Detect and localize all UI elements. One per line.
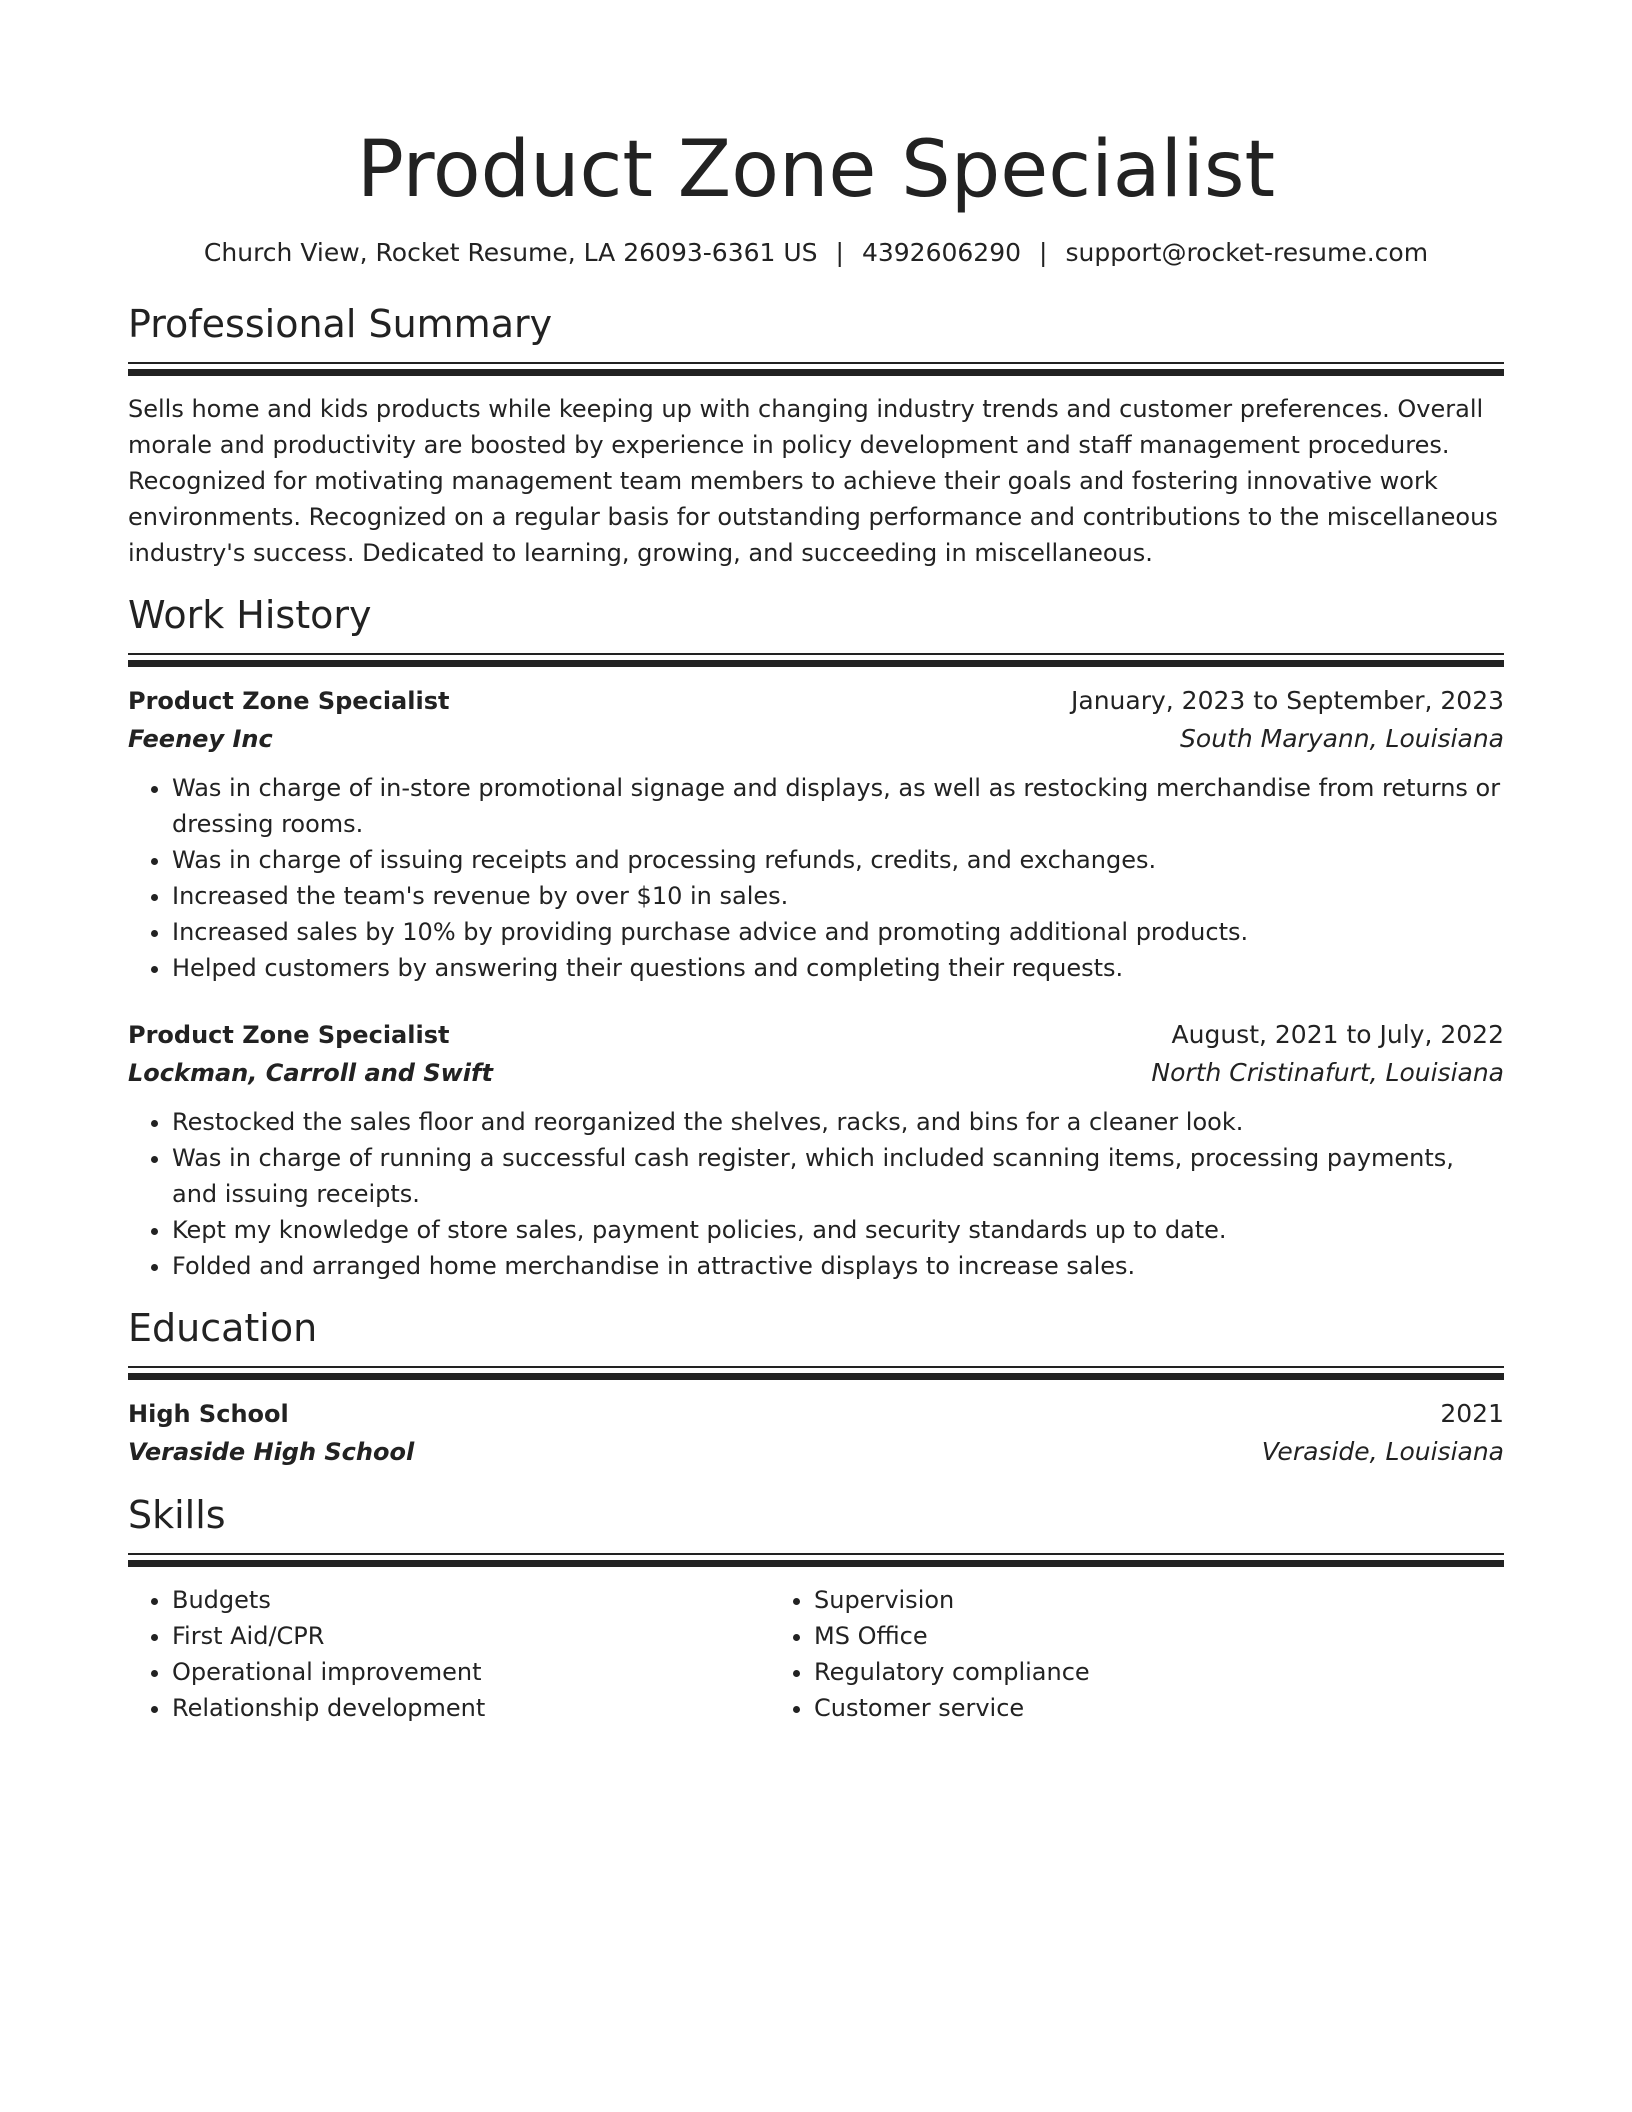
- contact-address: Church View, Rocket Resume, LA 26093-6361 US: [203, 238, 818, 267]
- job-company-row: [128, 720, 1504, 758]
- job-location: South Maryann, Louisiana: [1180, 724, 1504, 753]
- list-item: • Folded and arranged home merchandise in attractive displays to increase sales.: [172, 1248, 1504, 1284]
- section-divider: [128, 362, 1504, 377]
- section-title: Education: [128, 1306, 318, 1350]
- education-location: Veraside, Louisiana: [1261, 1437, 1504, 1466]
- contact-separator: |: [1039, 238, 1048, 267]
- job-role: Product Zone Specialist: [128, 1021, 450, 1049]
- list-item: • First Aid/CPR: [172, 1618, 764, 1654]
- section-title: Skills: [128, 1493, 226, 1537]
- education-school-row: [128, 1433, 1504, 1471]
- skills-section: [128, 1491, 1504, 1726]
- contact-line: [128, 236, 1504, 270]
- job-dates: January, 2023 to September, 2023: [1071, 686, 1504, 715]
- list-item: • Was in charge of issuing receipts and processing refunds, credits, and exchanges.: [172, 842, 1504, 878]
- skills-list-right: [764, 1582, 1400, 1726]
- contact-email: support@rocket-resume.com: [1065, 238, 1429, 267]
- education-header-row: [128, 1395, 1504, 1433]
- work-history-section: [128, 591, 1504, 1284]
- section-title: Professional Summary: [128, 302, 553, 346]
- job-role: Product Zone Specialist: [128, 687, 450, 715]
- job-bullets: [128, 770, 1504, 986]
- list-item: • Was in charge of in-store promotional signage and displays, as well as restocking merchandise from returns or dressing rooms.: [172, 770, 1504, 842]
- contact-phone: 4392606290: [861, 238, 1022, 267]
- list-item: • Budgets: [172, 1582, 764, 1618]
- section-divider: [128, 1366, 1504, 1381]
- list-item: • Increased the team's revenue by over $10 in sales.: [172, 878, 1504, 914]
- job-dates: August, 2021 to July, 2022: [1171, 1020, 1504, 1049]
- summary-section: [128, 300, 1504, 571]
- section-divider: [128, 1553, 1504, 1568]
- summary-text: Sells home and kids products while keeping up with changing industry trends and customer preferences. Overall morale and productivity are boosted by experience in policy development and staff management procedures. Recognized for motivating management team members to achieve their goals and fostering innovative work environments. Recognized on a regular basis for outstanding performance and contributions to the miscellaneous industry's success. Dedicated to learning, growing, and succeeding in miscellaneous.: [128, 395, 1498, 567]
- list-item: • Was in charge of running a successful cash register, which included scanning items, processing payments, and issuing receipts.: [172, 1140, 1504, 1212]
- job-location: North Cristinafurt, Louisiana: [1151, 1058, 1504, 1087]
- job-entry: [128, 682, 1504, 986]
- education-year: 2021: [1440, 1399, 1504, 1428]
- list-item: • Regulatory compliance: [814, 1654, 1400, 1690]
- job-entry: [128, 1016, 1504, 1284]
- list-item: • Kept my knowledge of store sales, payment policies, and security standards up to date.: [172, 1212, 1504, 1248]
- education-entry: [128, 1395, 1504, 1471]
- education-section: [128, 1304, 1504, 1471]
- job-company-row: [128, 1054, 1504, 1092]
- contact-separator: |: [835, 238, 844, 267]
- education-school: Veraside High School: [128, 1438, 415, 1466]
- job-header-row: [128, 682, 1504, 720]
- job-header-row: [128, 1016, 1504, 1054]
- list-item: • Relationship development: [172, 1690, 764, 1726]
- skills-list-left: [128, 1582, 764, 1726]
- resume-name: Product Zone Specialist: [356, 125, 1276, 215]
- education-degree: High School: [128, 1400, 289, 1428]
- job-company: Feeney Inc: [128, 725, 273, 753]
- list-item: • Restocked the sales floor and reorganized the shelves, racks, and bins for a cleaner look.: [172, 1104, 1504, 1140]
- section-divider: [128, 653, 1504, 668]
- list-item: • Supervision: [814, 1582, 1400, 1618]
- list-item: • Helped customers by answering their questions and completing their requests.: [172, 950, 1504, 986]
- job-bullets: [128, 1104, 1504, 1284]
- skills-columns: [128, 1582, 1504, 1726]
- resume-page: [128, 0, 1504, 1726]
- list-item: • Customer service: [814, 1690, 1400, 1726]
- section-title: Work History: [128, 593, 372, 637]
- list-item: • MS Office: [814, 1618, 1400, 1654]
- list-item: • Increased sales by 10% by providing purchase advice and promoting additional products.: [172, 914, 1504, 950]
- job-company: Lockman, Carroll and Swift: [128, 1059, 493, 1087]
- list-item: • Operational improvement: [172, 1654, 764, 1690]
